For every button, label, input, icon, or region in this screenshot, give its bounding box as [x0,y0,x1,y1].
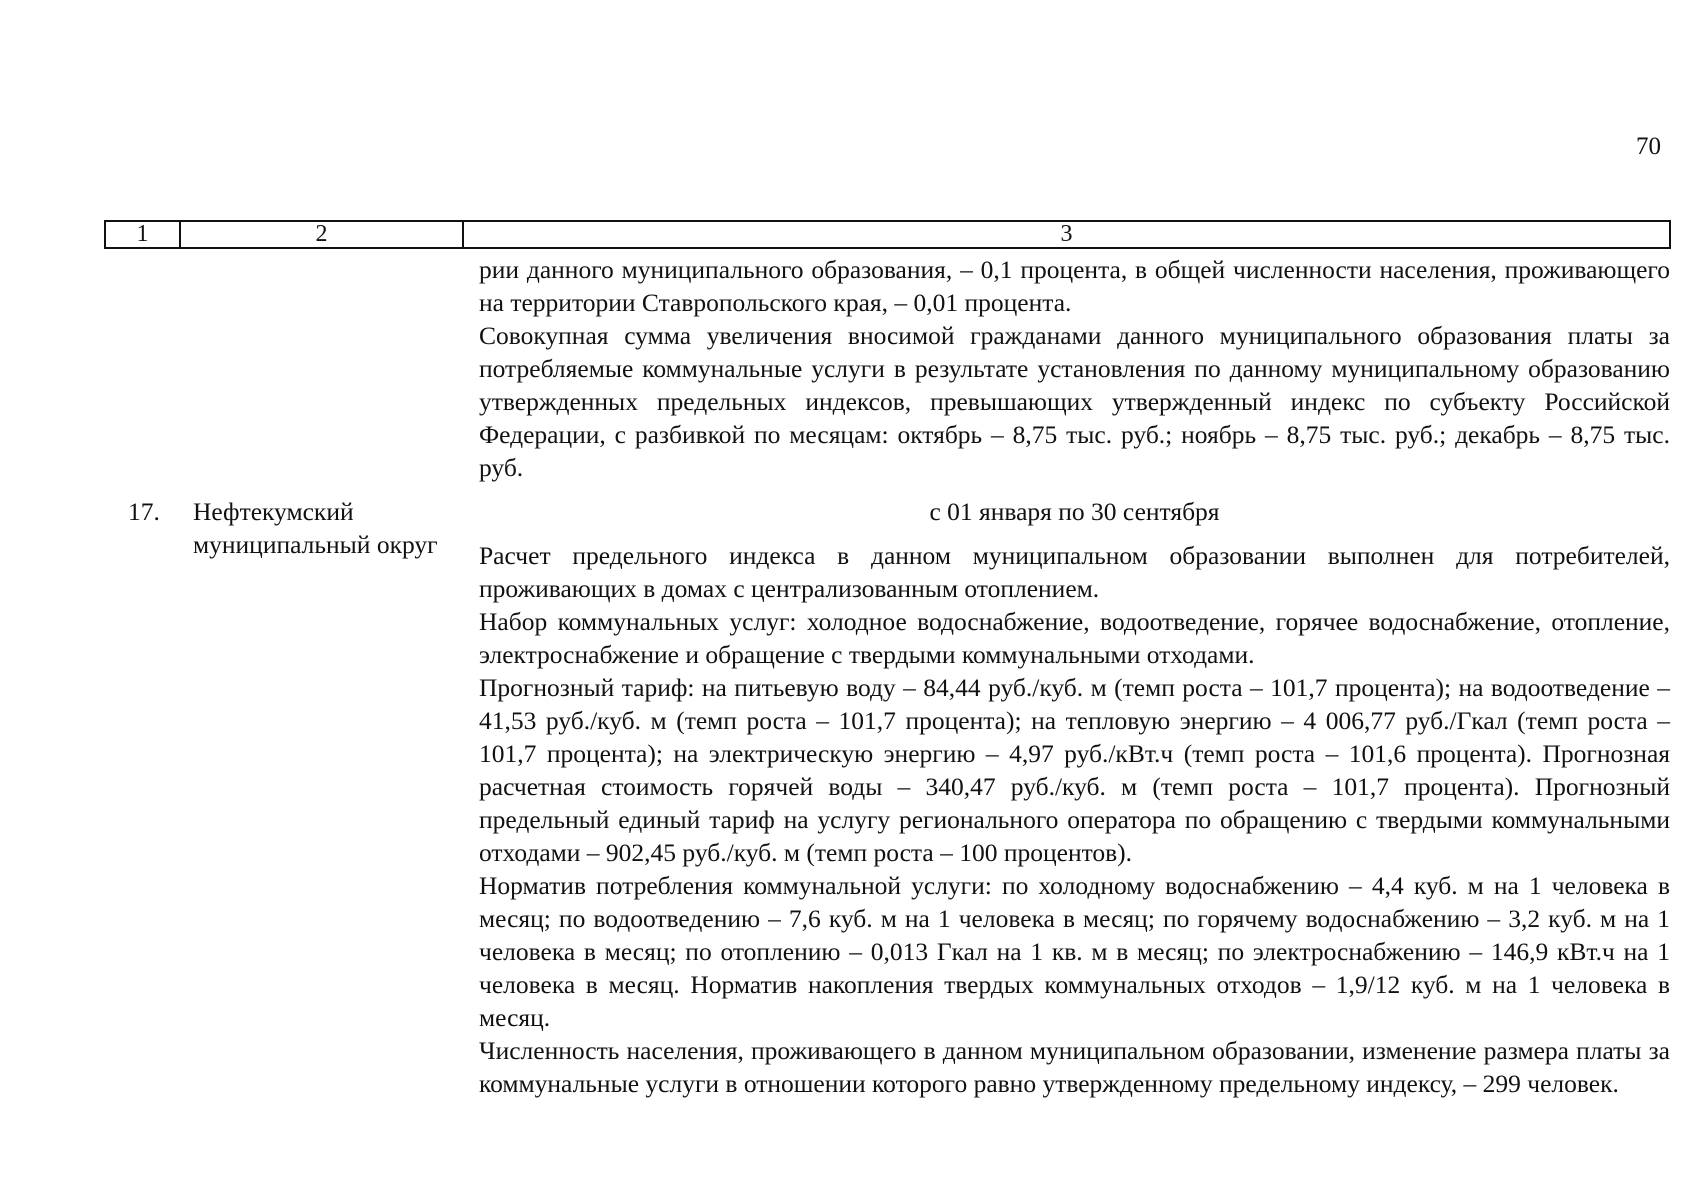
row-paragraph: Норматив потребления коммунальной услуги: по холодному водоснабжению – 4,4 куб. м на 1 человека в месяц; по водоотведению – 7,6 куб. м на 1 человека в месяц; по горячему водоснабжению – 3,2 куб. м на 1 человека в месяц; по отоплению – 0,013 Гкал на 1 кв. м в месяц; по электроснабжению – 146,9 кВт.ч на 1 человека в месяц. Норматив накопления твердых коммунальных отходов – 1,9/12 куб. м на 1 человека в месяц. [479,871,1670,1032]
table-header-row [104,220,1671,249]
period-heading: с 01 января по 30 сентября [929,497,1220,526]
continuation-paragraph: рии данного муниципального образования, – 0,1 процента, в общей численности населения, проживающего на территории Ставропольского края, – 0,01 процента. [479,255,1670,317]
row-paragraph: Набор коммунальных услуг: холодное водоснабжение, водоотведение, горячее водоснабжение, отопление, электроснабжение и обращение с твердыми коммунальными отходами. [479,607,1670,669]
row-paragraph: Расчет предельного индекса в данном муниципальном образовании выполнен для потребителей, проживающих в домах с централизованным отоплением. [479,541,1670,603]
continuation-block [479,253,1670,484]
row-paragraph: Прогнозный тариф: на питьевую воду – 84,44 руб./куб. м (темп роста – 101,7 процента); на водоотведение – 41,53 руб./куб. м (темп роста – 101,7 процента); на тепловую энергию – 4 006,77 руб./Гкал (темп роста – 101,7 процента); на электрическую энергию – 4,97 руб./кВт.ч (темп роста – 101,6 процента). Прогнозная расчетная стоимость горячей воды – 340,47 руб./куб. м (темп роста – 101,7 процента). Прогнозный предельный единый тариф на услугу регионального оператора по обращению с твердыми коммунальными отходами – 902,45 руб./куб. м (темп роста – 100 процентов). [479,673,1670,867]
row-17-content [479,495,1670,1100]
row-number: 17. [128,497,160,526]
municipality-name: Нефтекумский муниципальный округ [193,497,438,559]
table-header-col-2: 2 [181,222,464,247]
continuation-paragraph: Совокупная сумма увеличения вносимой гражданами данного муниципального образования платы за потребляемые коммунальные услуги в результате установления по данному муниципальному образованию утвержденных предельных индексов, превышающих утвержденный индекс по субъекту Российской Федерации, с разбивкой по месяцам: октябрь – 8,75 тыс. руб.; ноябрь – 8,75 тыс. руб.; декабрь – 8,75 тыс. руб. [479,321,1670,482]
table-header-col-3: 3 [1060,221,1073,247]
row-paragraph: Численность населения, проживающего в данном муниципальном образовании, изменение размера платы за коммунальные услуги в отношении которого равно утвержденному предельному индексу, – 299 человек. [479,1036,1670,1098]
page-number: 70 [1636,133,1661,160]
table-header-col-1: 1 [106,222,181,247]
